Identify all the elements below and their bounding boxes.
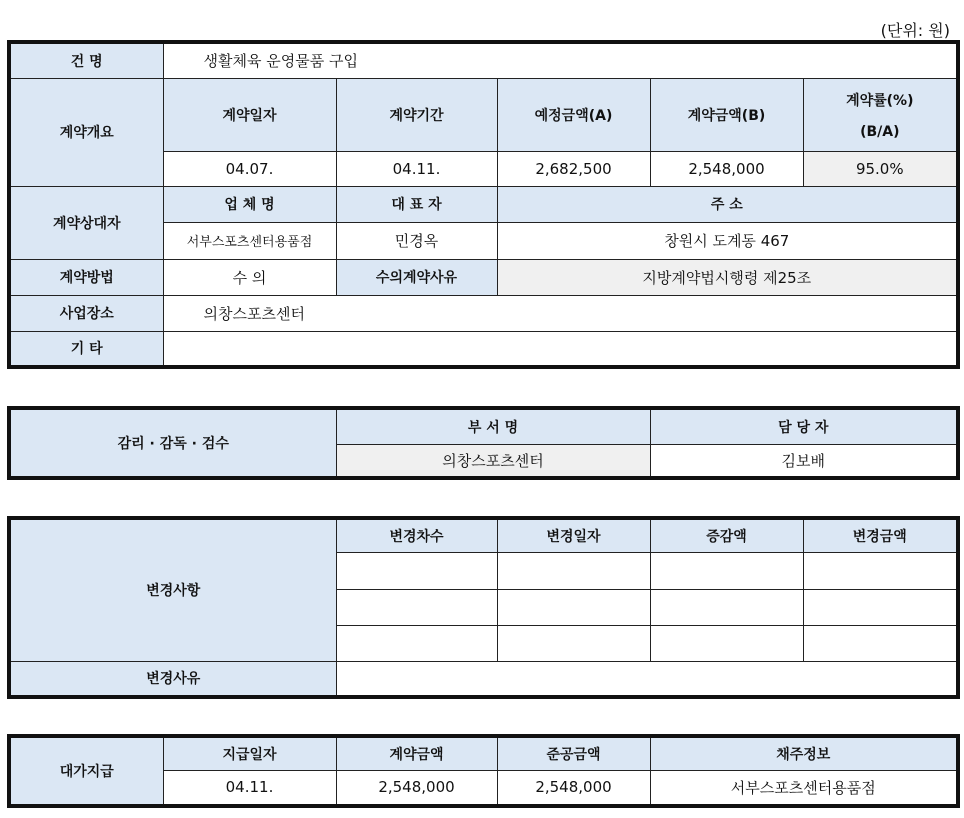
- company-header: 업 체 명: [163, 186, 336, 222]
- title-label: 건 명: [9, 42, 163, 78]
- change-cell: [650, 589, 803, 625]
- site-value: 의창스포츠센터: [163, 295, 958, 331]
- ceo-value: 민경옥: [336, 222, 497, 259]
- party-label: 계약상대자: [9, 186, 163, 259]
- etc-label: 기 타: [9, 331, 163, 367]
- change-cell: [650, 625, 803, 661]
- payment-table: [7, 734, 960, 808]
- unit-note: (단위: 원): [880, 21, 950, 40]
- contract-date-value: 04.07.: [163, 151, 336, 186]
- pay-contract-amount-value: 2,548,000: [336, 770, 497, 806]
- manager-header: 담 당 자: [650, 408, 958, 444]
- change-cell: [336, 589, 497, 625]
- pay-date-value: 04.11.: [163, 770, 336, 806]
- contract-period-value: 04.11.: [336, 151, 497, 186]
- creditor-value: 서부스포츠센터용품점: [650, 770, 958, 806]
- reason-label: 수의계약사유: [336, 259, 497, 295]
- pay-completion-amount-value: 2,548,000: [497, 770, 650, 806]
- dept-value: 의창스포츠센터: [336, 444, 650, 478]
- change-delta-header: 증감액: [650, 518, 803, 552]
- change-cell: [650, 552, 803, 589]
- ceo-header: 대 표 자: [336, 186, 497, 222]
- address-header: 주 소: [497, 186, 958, 222]
- supervision-label: 감리 · 감독 · 검수: [9, 408, 336, 478]
- contract-rate-header-line2: (B/A): [860, 123, 900, 140]
- address-value: 창원시 도계동 467: [497, 222, 958, 259]
- change-cell: [803, 625, 958, 661]
- change-cell: [336, 552, 497, 589]
- title-value: 생활체육 운영물품 구입: [163, 42, 958, 78]
- overview-label: 계약개요: [9, 78, 163, 186]
- payment-label: 대가지급: [9, 736, 163, 806]
- pay-completion-amount-header: 준공금액: [497, 736, 650, 770]
- change-cell: [497, 625, 650, 661]
- contract-rate-header-line1: 계약률(%): [846, 92, 914, 109]
- manager-value: 김보배: [650, 444, 958, 478]
- method-label: 계약방법: [9, 259, 163, 295]
- pay-contract-amount-header: 계약금액: [336, 736, 497, 770]
- change-date-header: 변경일자: [497, 518, 650, 552]
- contract-date-header: 계약일자: [163, 78, 336, 151]
- change-cell: [497, 589, 650, 625]
- supervision-table: [7, 406, 960, 480]
- changes-table: [7, 516, 960, 699]
- change-cell: [803, 589, 958, 625]
- company-value: 서부스포츠센터용품점: [163, 222, 336, 259]
- change-cell: [803, 552, 958, 589]
- estimate-amount-value: 2,682,500: [497, 151, 650, 186]
- contract-amount-value: 2,548,000: [650, 151, 803, 186]
- reason-value: 지방계약법시행령 제25조: [497, 259, 958, 295]
- estimate-amount-header: 예정금액(A): [497, 78, 650, 151]
- creditor-header: 채주정보: [650, 736, 958, 770]
- change-round-header: 변경차수: [336, 518, 497, 552]
- contract-amount-header: 계약금액(B): [650, 78, 803, 151]
- change-cell: [497, 552, 650, 589]
- method-value: 수 의: [163, 259, 336, 295]
- contract-table: [7, 40, 960, 369]
- change-cell: [336, 625, 497, 661]
- pay-date-header: 지급일자: [163, 736, 336, 770]
- contract-rate-header: [803, 78, 958, 151]
- changes-label: 변경사항: [9, 518, 336, 661]
- change-amount-header: 변경금액: [803, 518, 958, 552]
- contract-period-header: 계약기간: [336, 78, 497, 151]
- dept-header: 부 서 명: [336, 408, 650, 444]
- change-reason-label: 변경사유: [9, 661, 336, 697]
- etc-value: [163, 331, 958, 367]
- change-reason-value: [336, 661, 958, 697]
- site-label: 사업장소: [9, 295, 163, 331]
- contract-rate-value: 95.0%: [803, 151, 958, 186]
